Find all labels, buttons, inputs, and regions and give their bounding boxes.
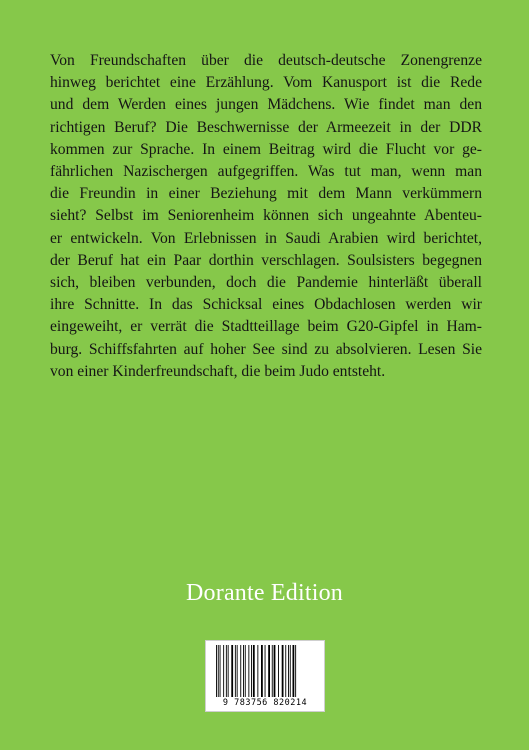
barcode-bar (268, 645, 270, 697)
isbn-barcode (205, 640, 325, 712)
blurb-line: eingeweiht, er verrät die Stadtteillage beim G20-Gipfel in Ham- (50, 318, 482, 336)
blurb-line: ihre Schnitte. In das Schicksal eines Obdachlosen werden wir (50, 296, 482, 314)
barcode-bar (220, 645, 221, 697)
barcode-bars (210, 645, 320, 697)
barcode-bar (272, 645, 273, 697)
barcode-bar (240, 645, 241, 697)
barcode-bar (282, 645, 284, 697)
publisher-name: Dorante Edition (186, 580, 343, 606)
blurb-line: und dem Werden eines jungen Mädchens. Wie findet man den (50, 96, 482, 114)
barcode-bar (231, 645, 233, 697)
blurb-line: die Freundin in einer Beziehung mit dem Mann verkümmern (50, 185, 482, 203)
barcode-bar (285, 645, 286, 697)
barcode-bar (295, 645, 296, 697)
barcode-bar (245, 645, 246, 697)
blurb-line: richtigen Beruf? Die Beschwernisse der Armeezeit in der DDR (50, 118, 482, 136)
blurb-line: sieht? Selbst im Seniorenheim können sich ungeahnte Abenteu- (50, 207, 482, 225)
barcode-bar (261, 645, 263, 697)
blurb-line: von einer Kinderfreundschaft, die beim Judo entsteht. (50, 362, 386, 380)
blurb-line: burg. Schiffsfahrten auf hoher See sind zu absolvieren. Lesen Sie (50, 340, 482, 358)
barcode-bar (290, 645, 291, 697)
barcode-bar (278, 645, 279, 697)
barcode-bar (218, 645, 219, 697)
blurb-line: er entwickeln. Von Erlebnissen in Saudi Arabien wird berichtet, (50, 229, 482, 247)
blurb-line: Von Freundschaften über die deutsch-deutsche Zonengrenze (50, 52, 482, 69)
barcode-bar (274, 645, 276, 697)
barcode-bar (265, 645, 266, 697)
blurb-line: sich, bleiben verbunden, doch die Pandemie hinterläßt überall (50, 274, 482, 292)
barcode-bar (243, 645, 244, 697)
blurb-line: hinweg berichtet eine Erzählung. Vom Kanusport ist die Rede (50, 74, 482, 92)
barcode-bar (253, 645, 255, 697)
barcode-bar (293, 645, 295, 697)
back-cover-blurb (50, 50, 482, 383)
blurb-line: der Beruf hat ein Paar dorthin verschlagen. Soulsisters begegnen (50, 251, 482, 269)
blurb-line: fährlichen Nazischergen aufgegriffen. Was tut man, wenn man (50, 163, 482, 181)
barcode-bar (228, 645, 229, 697)
barcode-bar (226, 645, 227, 697)
barcode-bar (235, 645, 236, 697)
barcode-bar (223, 645, 224, 697)
barcode-bar (216, 645, 217, 697)
barcode-digits: 9 783756 820214 (222, 698, 308, 708)
barcode-bar (248, 645, 249, 697)
blurb-line: kommen zur Sprache. In einem Beitrag wird die Flucht vor ge- (50, 140, 482, 158)
barcode-bar (288, 645, 289, 697)
barcode-bar (237, 645, 238, 697)
barcode-bar (257, 645, 258, 697)
barcode-bar (251, 645, 252, 697)
